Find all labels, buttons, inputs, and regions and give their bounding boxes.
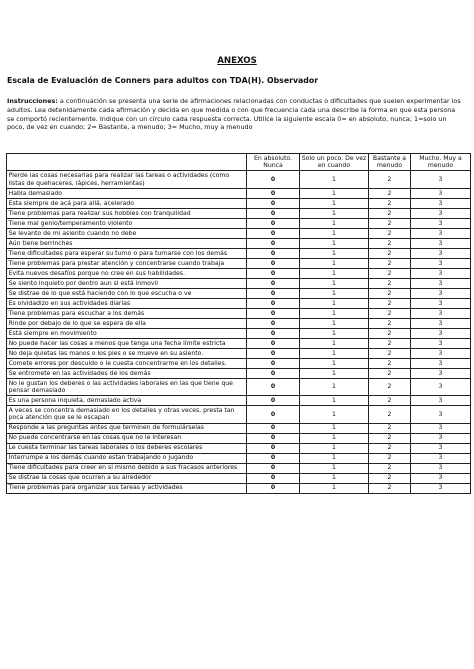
table-header-row bbox=[7, 154, 471, 171]
score-option-0[interactable]: 0 bbox=[247, 288, 300, 298]
table-row bbox=[7, 228, 471, 238]
item-statement: Responde a las preguntas antes que terminen de formulárselas bbox=[7, 423, 247, 433]
score-option-3[interactable]: 3 bbox=[411, 348, 471, 358]
score-option-1[interactable]: 1 bbox=[300, 258, 369, 268]
score-option-2[interactable]: 2 bbox=[369, 268, 411, 278]
score-option-3[interactable]: 3 bbox=[411, 473, 471, 483]
item-statement: Interrumpe a los demás cuando estan trabajando o jugando bbox=[7, 453, 247, 463]
score-option-3[interactable]: 3 bbox=[411, 248, 471, 258]
score-option-1[interactable]: 1 bbox=[300, 171, 369, 188]
item-statement: No puede concentrarse en las cosas que no le interesan bbox=[7, 433, 247, 443]
item-statement: Es una persona inquieta, demasiado activa bbox=[7, 396, 247, 406]
score-option-1[interactable]: 1 bbox=[300, 188, 369, 198]
score-option-2[interactable]: 2 bbox=[369, 443, 411, 453]
rating-table bbox=[6, 153, 471, 494]
score-option-1[interactable]: 1 bbox=[300, 378, 369, 395]
score-option-0[interactable]: 0 bbox=[247, 318, 300, 328]
score-option-0[interactable]: 0 bbox=[247, 378, 300, 395]
score-option-3[interactable]: 3 bbox=[411, 268, 471, 278]
score-option-2[interactable]: 2 bbox=[369, 318, 411, 328]
score-option-0[interactable]: 0 bbox=[247, 443, 300, 453]
table-row bbox=[7, 443, 471, 453]
score-option-2[interactable]: 2 bbox=[369, 453, 411, 463]
score-option-2[interactable]: 2 bbox=[369, 188, 411, 198]
score-option-0[interactable]: 0 bbox=[247, 463, 300, 473]
header-nunca: En absoluto. Nunca bbox=[247, 154, 300, 171]
score-option-0[interactable]: 0 bbox=[247, 396, 300, 406]
score-option-0[interactable]: 0 bbox=[247, 218, 300, 228]
table-row bbox=[7, 368, 471, 378]
item-statement: Se distrae de lo que está haciendo con lo que escucha o ve bbox=[7, 288, 247, 298]
score-option-0[interactable]: 0 bbox=[247, 208, 300, 218]
score-option-2[interactable]: 2 bbox=[369, 228, 411, 238]
score-option-0[interactable]: 0 bbox=[247, 368, 300, 378]
item-statement: A veces se concentra demasiado en los detalles y otras veces, presta tan poca atención que se le escapan bbox=[7, 406, 247, 423]
table-row bbox=[7, 198, 471, 208]
score-option-3[interactable]: 3 bbox=[411, 198, 471, 208]
score-option-2[interactable]: 2 bbox=[369, 358, 411, 368]
table-row bbox=[7, 338, 471, 348]
score-option-0[interactable]: 0 bbox=[247, 198, 300, 208]
table-row bbox=[7, 473, 471, 483]
instructions-label: Instrucciones: bbox=[7, 97, 58, 105]
score-option-1[interactable]: 1 bbox=[300, 453, 369, 463]
table-row bbox=[7, 406, 471, 423]
item-statement: Se siento inquieto por dentro aun si está inmovil bbox=[7, 278, 247, 288]
table-row bbox=[7, 288, 471, 298]
score-option-1[interactable]: 1 bbox=[300, 238, 369, 248]
score-option-0[interactable]: 0 bbox=[247, 338, 300, 348]
score-option-1[interactable]: 1 bbox=[300, 463, 369, 473]
score-option-1[interactable]: 1 bbox=[300, 473, 369, 483]
item-statement: Evita nuevos desafíos porque no cree en sus habilidades. bbox=[7, 268, 247, 278]
score-option-1[interactable]: 1 bbox=[300, 483, 369, 493]
score-option-1[interactable]: 1 bbox=[300, 318, 369, 328]
score-option-1[interactable]: 1 bbox=[300, 368, 369, 378]
score-option-3[interactable]: 3 bbox=[411, 443, 471, 453]
score-option-0[interactable]: 0 bbox=[247, 188, 300, 198]
item-statement: Tiene problemas para prestar atención y concentrarse cuando trabaja bbox=[7, 258, 247, 268]
table-body bbox=[7, 171, 471, 493]
table-row bbox=[7, 188, 471, 198]
item-statement: Tiene problemas para organizar sus tareas y actividades bbox=[7, 483, 247, 493]
score-option-0[interactable]: 0 bbox=[247, 268, 300, 278]
item-statement: Tiene mal genio/temperamento violento bbox=[7, 218, 247, 228]
score-option-1[interactable]: 1 bbox=[300, 433, 369, 443]
score-option-0[interactable]: 0 bbox=[247, 453, 300, 463]
table-row bbox=[7, 378, 471, 395]
table-row bbox=[7, 318, 471, 328]
table-row bbox=[7, 278, 471, 288]
table-row bbox=[7, 328, 471, 338]
score-option-3[interactable]: 3 bbox=[411, 208, 471, 218]
header-muy-a-menudo: Mucho. Muy a menudo bbox=[411, 154, 471, 171]
page-heading: ANEXOS bbox=[217, 56, 257, 66]
score-option-0[interactable]: 0 bbox=[247, 423, 300, 433]
item-statement: No le gustan los deberes o las actividades laborales en las que tiene que pensar demasiado bbox=[7, 378, 247, 395]
score-option-3[interactable]: 3 bbox=[411, 463, 471, 473]
score-option-2[interactable]: 2 bbox=[369, 338, 411, 348]
score-option-0[interactable]: 0 bbox=[247, 228, 300, 238]
score-option-3[interactable]: 3 bbox=[411, 453, 471, 463]
score-option-2[interactable]: 2 bbox=[369, 218, 411, 228]
score-option-1[interactable]: 1 bbox=[300, 218, 369, 228]
score-option-2[interactable]: 2 bbox=[369, 378, 411, 395]
score-option-1[interactable]: 1 bbox=[300, 278, 369, 288]
item-statement: Es olvidadizo en sus actividades diarias bbox=[7, 298, 247, 308]
score-option-2[interactable]: 2 bbox=[369, 483, 411, 493]
item-statement: Tiene dificultades para esperar su turno o para turnarse con los demás bbox=[7, 248, 247, 258]
table-row bbox=[7, 248, 471, 258]
score-option-0[interactable]: 0 bbox=[247, 298, 300, 308]
score-option-1[interactable]: 1 bbox=[300, 358, 369, 368]
score-option-3[interactable]: 3 bbox=[411, 228, 471, 238]
score-option-2[interactable]: 2 bbox=[369, 463, 411, 473]
table-row bbox=[7, 218, 471, 228]
score-option-3[interactable]: 3 bbox=[411, 218, 471, 228]
score-option-0[interactable]: 0 bbox=[247, 473, 300, 483]
score-option-3[interactable]: 3 bbox=[411, 318, 471, 328]
item-statement: Le cuesta terminar las tareas laborales o los deberes escolares bbox=[7, 443, 247, 453]
table-row bbox=[7, 208, 471, 218]
score-option-1[interactable]: 1 bbox=[300, 288, 369, 298]
score-option-2[interactable]: 2 bbox=[369, 248, 411, 258]
score-option-3[interactable]: 3 bbox=[411, 423, 471, 433]
score-option-0[interactable]: 0 bbox=[247, 258, 300, 268]
item-statement: No deja quietas las manos o los pies o se mueve en su asiento. bbox=[7, 348, 247, 358]
score-option-1[interactable]: 1 bbox=[300, 228, 369, 238]
score-option-1[interactable]: 1 bbox=[300, 396, 369, 406]
score-option-0[interactable]: 0 bbox=[247, 433, 300, 443]
item-statement: Tiene problemas para realizar sus hobbies con tranquilidad bbox=[7, 208, 247, 218]
score-option-2[interactable]: 2 bbox=[369, 258, 411, 268]
table-row bbox=[7, 358, 471, 368]
table-row bbox=[7, 268, 471, 278]
score-option-2[interactable]: 2 bbox=[369, 368, 411, 378]
table-row bbox=[7, 171, 471, 188]
score-option-1[interactable]: 1 bbox=[300, 423, 369, 433]
score-option-3[interactable]: 3 bbox=[411, 368, 471, 378]
score-option-3[interactable]: 3 bbox=[411, 278, 471, 288]
score-option-2[interactable]: 2 bbox=[369, 406, 411, 423]
score-option-3[interactable]: 3 bbox=[411, 238, 471, 248]
table-row bbox=[7, 298, 471, 308]
score-option-0[interactable]: 0 bbox=[247, 348, 300, 358]
score-option-0[interactable]: 0 bbox=[247, 358, 300, 368]
score-option-1[interactable]: 1 bbox=[300, 348, 369, 358]
table-row bbox=[7, 483, 471, 493]
header-a-menudo: Bastante a menudo bbox=[369, 154, 411, 171]
score-option-2[interactable]: 2 bbox=[369, 298, 411, 308]
score-option-0[interactable]: 0 bbox=[247, 248, 300, 258]
score-option-0[interactable]: 0 bbox=[247, 483, 300, 493]
score-option-2[interactable]: 2 bbox=[369, 208, 411, 218]
score-option-2[interactable]: 2 bbox=[369, 423, 411, 433]
score-option-0[interactable]: 0 bbox=[247, 278, 300, 288]
score-option-1[interactable]: 1 bbox=[300, 328, 369, 338]
score-option-2[interactable]: 2 bbox=[369, 328, 411, 338]
table-row bbox=[7, 453, 471, 463]
score-option-3[interactable]: 3 bbox=[411, 433, 471, 443]
item-statement: Rinde por debajo de lo que se espera de ella bbox=[7, 318, 247, 328]
score-option-2[interactable]: 2 bbox=[369, 433, 411, 443]
item-statement: Comete errores por descuido o le cuesta concentrarme en los detalles. bbox=[7, 358, 247, 368]
score-option-1[interactable]: 1 bbox=[300, 198, 369, 208]
score-option-1[interactable]: 1 bbox=[300, 338, 369, 348]
score-option-2[interactable]: 2 bbox=[369, 198, 411, 208]
item-statement: Se entromete en las actividades de los demás bbox=[7, 368, 247, 378]
table-row bbox=[7, 463, 471, 473]
scale-title: Escala de Evaluación de Conners para adultos con TDA(H). Observador bbox=[7, 76, 319, 85]
score-option-2[interactable]: 2 bbox=[369, 171, 411, 188]
score-option-0[interactable]: 0 bbox=[247, 171, 300, 188]
instructions-text: a continuación se presenta una serie de afirmaciones relacionadas con conductas o dificultades que suelen experimentar los adultos. Lea detenidamente cada afirmación y decida en que medida o con que frecuencia cada una describe la forma en que esta persona se comportó recientemente. Indique con un círculo cada respuesta correcta. Utilice la siguiente escala 0= en absoluto, nunca; 1=solo un poco, de vez en cuando; 2= Bastante, a menudo; 3= Mucho, muy a menudo bbox=[7, 97, 461, 132]
score-option-1[interactable]: 1 bbox=[300, 268, 369, 278]
score-option-1[interactable]: 1 bbox=[300, 406, 369, 423]
item-statement: Esta siempre de acá para allá, acelerado bbox=[7, 198, 247, 208]
score-option-2[interactable]: 2 bbox=[369, 238, 411, 248]
score-option-2[interactable]: 2 bbox=[369, 308, 411, 318]
score-option-0[interactable]: 0 bbox=[247, 328, 300, 338]
score-option-3[interactable]: 3 bbox=[411, 328, 471, 338]
score-option-0[interactable]: 0 bbox=[247, 406, 300, 423]
table-row bbox=[7, 348, 471, 358]
score-option-2[interactable]: 2 bbox=[369, 473, 411, 483]
score-option-2[interactable]: 2 bbox=[369, 396, 411, 406]
score-option-3[interactable]: 3 bbox=[411, 298, 471, 308]
score-option-1[interactable]: 1 bbox=[300, 248, 369, 258]
item-statement: Está siempre en movimiento bbox=[7, 328, 247, 338]
score-option-3[interactable]: 3 bbox=[411, 338, 471, 348]
score-option-1[interactable]: 1 bbox=[300, 308, 369, 318]
score-option-1[interactable]: 1 bbox=[300, 298, 369, 308]
item-statement: Habla demasiado bbox=[7, 188, 247, 198]
score-option-1[interactable]: 1 bbox=[300, 208, 369, 218]
item-statement: Tiene dificultades para creer en si mismo debido a sus fracasos anteriores bbox=[7, 463, 247, 473]
score-option-3[interactable]: 3 bbox=[411, 258, 471, 268]
table-row bbox=[7, 238, 471, 248]
score-option-2[interactable]: 2 bbox=[369, 288, 411, 298]
header-statement bbox=[7, 154, 247, 171]
instructions-paragraph bbox=[7, 97, 463, 132]
score-option-3[interactable]: 3 bbox=[411, 378, 471, 395]
score-option-1[interactable]: 1 bbox=[300, 443, 369, 453]
item-statement: Aún tiene berrinches bbox=[7, 238, 247, 248]
item-statement: Pierde las cosas necesarias para realizar las tareas o actividades (como listas de quehaceres, lápices, herramientas) bbox=[7, 171, 247, 188]
score-option-3[interactable]: 3 bbox=[411, 396, 471, 406]
score-option-3[interactable]: 3 bbox=[411, 171, 471, 188]
score-option-2[interactable]: 2 bbox=[369, 278, 411, 288]
item-statement: Se distrae la cosas que ocurren a su alrededor bbox=[7, 473, 247, 483]
table-row bbox=[7, 258, 471, 268]
item-statement: Tiene problemas para escuchar a los demás bbox=[7, 308, 247, 318]
item-statement: Se levanto de mi asiento cuando no debe bbox=[7, 228, 247, 238]
score-option-3[interactable]: 3 bbox=[411, 483, 471, 493]
table-row bbox=[7, 396, 471, 406]
score-option-3[interactable]: 3 bbox=[411, 358, 471, 368]
score-option-3[interactable]: 3 bbox=[411, 308, 471, 318]
score-option-3[interactable]: 3 bbox=[411, 406, 471, 423]
table-row bbox=[7, 308, 471, 318]
item-statement: No puede hacer las cosas a menos que tenga una fecha límite estricta bbox=[7, 338, 247, 348]
score-option-3[interactable]: 3 bbox=[411, 288, 471, 298]
header-de-vez-en-cuando: Solo un poco. De vez en cuando bbox=[300, 154, 369, 171]
score-option-3[interactable]: 3 bbox=[411, 188, 471, 198]
score-option-0[interactable]: 0 bbox=[247, 308, 300, 318]
table-row bbox=[7, 433, 471, 443]
score-option-0[interactable]: 0 bbox=[247, 238, 300, 248]
table-row bbox=[7, 423, 471, 433]
score-option-2[interactable]: 2 bbox=[369, 348, 411, 358]
